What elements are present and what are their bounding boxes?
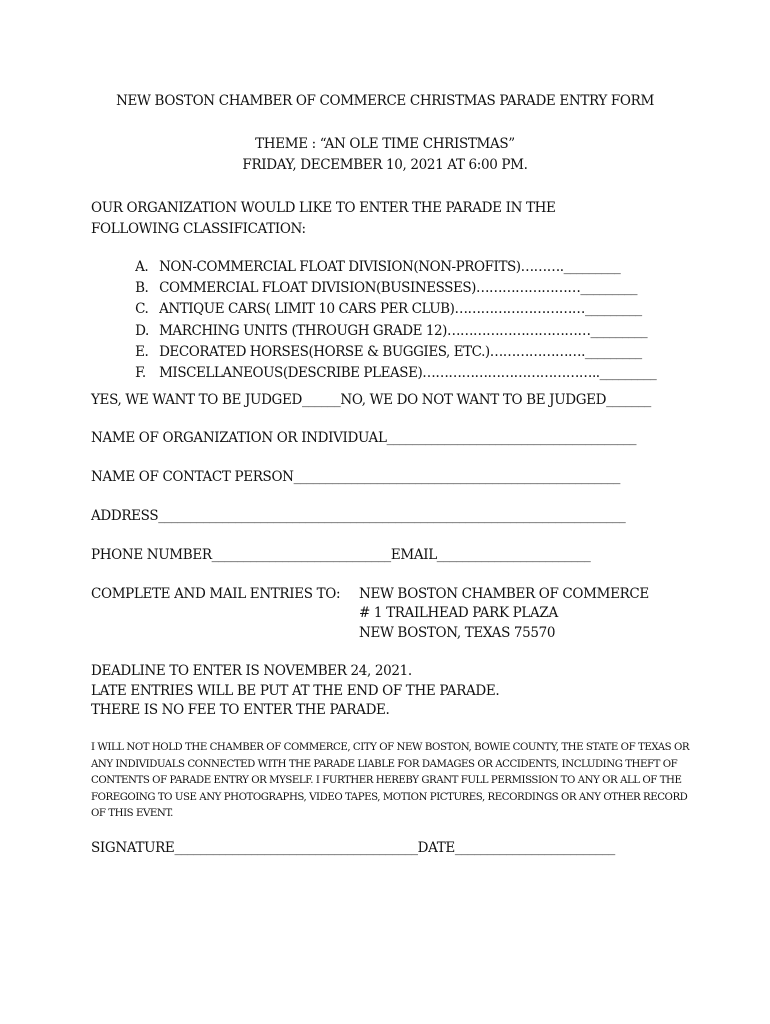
intro-line-2: FOLLOWING CLASSIFICATION: [91,221,306,237]
intro-line-1: OUR ORGANIZATION WOULD LIKE TO ENTER THE PARADE IN THE [91,200,556,216]
address-field[interactable]: ADDRESS_________________________________________________________________________ [91,508,626,524]
classification-letter: E. [135,344,149,360]
classification-label: MARCHING UNITS (THROUGH GRADE 12)……………………………_________ [159,323,648,339]
classification-letter: D. [135,323,149,339]
mail-address-line-2: # 1 TRAILHEAD PARK PLAZA [359,605,558,621]
judging-choice[interactable]: YES, WE WANT TO BE JUDGED______NO, WE DO NOT WANT TO BE JUDGED_______ [91,392,651,408]
classification-label: COMMERCIAL FLOAT DIVISION(BUSINESSES)……………………_________ [159,280,638,296]
mail-address-line-3: NEW BOSTON, TEXAS 75570 [359,625,556,641]
contact-person-field[interactable]: NAME OF CONTACT PERSON___________________________________________________ [91,469,621,485]
classification-label: ANTIQUE CARS( LIMIT 10 CARS PER CLUB)…………………………_________ [159,301,642,317]
organization-field[interactable]: NAME OF ORGANIZATION OR INDIVIDUAL_______________________________________ [91,430,637,446]
classification-letter: F. [135,365,146,381]
parade-date: FRIDAY, DECEMBER 10, 2021 AT 6:00 PM. [242,157,528,173]
signature-date-field[interactable]: SIGNATURE______________________________________DATE_________________________ [91,840,615,856]
classification-letter: A. [135,259,149,275]
form-title: NEW BOSTON CHAMBER OF COMMERCE CHRISTMAS PARADE ENTRY FORM [116,93,654,109]
classification-letter: B. [135,280,149,296]
mail-label: COMPLETE AND MAIL ENTRIES TO: [91,586,341,602]
classification-item-f[interactable] [112,349,656,397]
fee-note: THERE IS NO FEE TO ENTER THE PARADE. [91,702,390,718]
classification-letter: C. [135,301,149,317]
late-entries-note: LATE ENTRIES WILL BE PUT AT THE END OF THE PARADE. [91,683,500,699]
mail-address-line-1: NEW BOSTON CHAMBER OF COMMERCE [359,586,649,602]
deadline-note: DEADLINE TO ENTER IS NOVEMBER 24, 2021. [91,663,412,679]
liability-waiver: I WILL NOT HOLD THE CHAMBER OF COMMERCE, CITY OF NEW BOSTON, BOWIE COUNTY, THE STATE OF TEXAS OR ANY INDIVIDUALS CONNECTED WITH THE PARADE LIABLE FOR DAMAGES OR ACCIDENTS, INCLUDING THEFT OF CONTENTS OF PARADE ENTRY OR MYSELF. I FURTHER HEREBY GRANT FULL PERMISSION TO ANY OR ALL OF THE FOREGOING TO USE ANY PHOTOGRAPHS, VIDEO TAPES, MOTION PICTURES, RECORDINGS OR ANY OTHER RECORD OF THIS EVENT. [91,742,690,819]
classification-label: NON-COMMERCIAL FLOAT DIVISION(NON-PROFITS)………._________ [159,259,621,275]
phone-email-field[interactable]: PHONE NUMBER____________________________EMAIL________________________ [91,547,591,563]
classification-label: MISCELLANEOUS(DESCRIBE PLEASE)………………………………….._________ [159,365,657,381]
classification-label: DECORATED HORSES(HORSE & BUGGIES, ETC.)…………………._________ [159,344,642,360]
parade-theme: THEME : “AN OLE TIME CHRISTMAS” [255,136,515,152]
